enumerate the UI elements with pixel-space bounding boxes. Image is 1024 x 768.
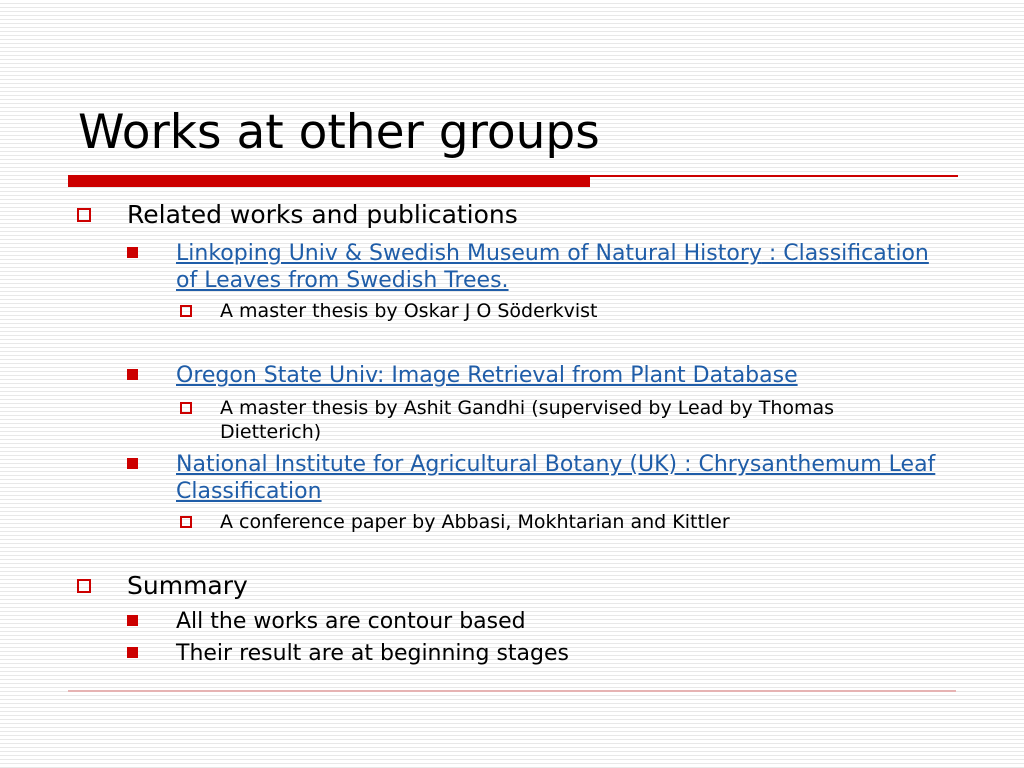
filled-square-bullet-icon (127, 647, 138, 658)
filled-square-bullet-icon (127, 458, 138, 469)
summary-point-text: Their result are at beginning stages (176, 641, 569, 666)
section-heading: Related works and publications (127, 200, 518, 229)
work-item (176, 240, 936, 294)
summary-point (176, 608, 936, 635)
summary-point (176, 640, 936, 667)
work-note (220, 510, 920, 534)
title-underline-line (590, 175, 958, 177)
filled-square-bullet-icon (127, 369, 138, 380)
hollow-square-bullet-icon (180, 402, 192, 414)
work-note-text: A master thesis by Ashit Gandhi (supervised by Lead by Thomas Dietterich) (220, 397, 835, 443)
title-underline-bar (68, 175, 590, 187)
work-link-niab[interactable]: National Institute for Agricultural Botany (UK) : Chrysanthemum Leaf Classification (176, 452, 936, 504)
section-related-works (127, 200, 957, 230)
work-item (176, 451, 936, 505)
work-link-oregon[interactable]: Oregon State Univ: Image Retrieval from Plant Database (176, 363, 798, 388)
hollow-square-bullet-icon (77, 208, 91, 222)
work-note-text: A master thesis by Oskar J O Söderkvist (220, 300, 598, 322)
work-item (176, 362, 936, 389)
filled-square-bullet-icon (127, 615, 138, 626)
section-summary (127, 571, 957, 601)
work-note (220, 299, 920, 323)
work-note (220, 396, 920, 444)
filled-square-bullet-icon (127, 247, 138, 258)
summary-point-text: All the works are contour based (176, 609, 526, 634)
hollow-square-bullet-icon (77, 579, 91, 593)
section-heading: Summary (127, 571, 248, 600)
hollow-square-bullet-icon (180, 305, 192, 317)
footer-divider (68, 690, 956, 692)
work-link-linkoping[interactable]: Linkoping Univ & Swedish Museum of Natural History (176, 241, 762, 266)
slide-title: Works at other groups (78, 105, 600, 160)
work-link-linkoping-title[interactable]: : Classification of Leaves from Swedish Trees. (176, 241, 929, 293)
hollow-square-bullet-icon (180, 516, 192, 528)
work-note-text: A conference paper by Abbasi, Mokhtarian and Kittler (220, 511, 730, 533)
